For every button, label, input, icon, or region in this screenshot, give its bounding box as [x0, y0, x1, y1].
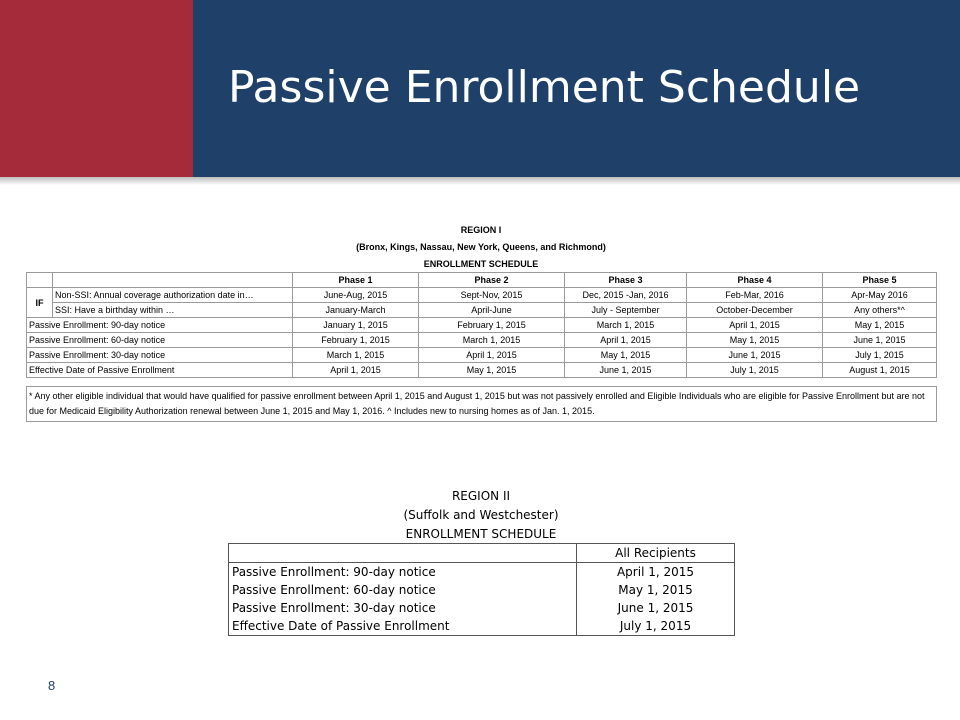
- table-cell: Sept-Nov, 2015: [419, 288, 565, 303]
- table-cell: Any others*^: [823, 303, 937, 318]
- column-header: Phase 2: [419, 273, 565, 288]
- if-label: IF: [27, 288, 53, 318]
- table-cell: June 1, 2015: [577, 599, 735, 617]
- page-number: 8: [48, 678, 56, 693]
- table-row: [27, 288, 937, 303]
- table-cell: April 1, 2015: [687, 318, 823, 333]
- table-cell: March 1, 2015: [293, 348, 419, 363]
- table-row: [27, 333, 937, 348]
- table-cell: July 1, 2015: [687, 363, 823, 378]
- row-label: Non-SSI: Annual coverage authorization date in…: [53, 288, 293, 303]
- table-row: [229, 563, 735, 582]
- table-cell: June 1, 2015: [565, 363, 687, 378]
- region1-footnote: * Any other eligible individual that would have qualified for passive enrollment between April 1, 2015 and August 1, 2015 but was not passively enrolled and Eligible Individuals who are eligible for Passive Enrollment but are not due for Medicaid Eligibility Authorization renewal between June 1, 2015 and May 1, 2016. ^ Includes new to nursing homes as of Jan. 1, 2015.: [27, 387, 937, 422]
- table-cell: Feb-Mar, 2016: [687, 288, 823, 303]
- table-cell: February 1, 2015: [419, 318, 565, 333]
- row-label: Passive Enrollment: 90-day notice: [229, 563, 577, 582]
- region1-schedule-label: ENROLLMENT SCHEDULE: [423, 259, 539, 269]
- table-cell: February 1, 2015: [293, 333, 419, 348]
- table-row: [229, 617, 735, 636]
- region2-subtitle: (Suffolk and Westchester): [403, 508, 559, 522]
- table-cell: October-December: [687, 303, 823, 318]
- table-cell: April 1, 2015: [577, 563, 735, 582]
- table-cell: June-Aug, 2015: [293, 288, 419, 303]
- table-cell: July 1, 2015: [577, 617, 735, 636]
- table-cell: June 1, 2015: [823, 333, 937, 348]
- row-label: Passive Enrollment: 30-day notice: [27, 348, 293, 363]
- region1-title: REGION I: [460, 225, 502, 235]
- table-row: [229, 599, 735, 617]
- row-label: SSI: Have a birthday within …: [53, 303, 293, 318]
- column-header: Phase 1: [293, 273, 419, 288]
- table-cell: May 1, 2015: [419, 363, 565, 378]
- table-cell: April-June: [419, 303, 565, 318]
- table-cell: January 1, 2015: [293, 318, 419, 333]
- row-label: Passive Enrollment: 60-day notice: [27, 333, 293, 348]
- table-cell: July - September: [565, 303, 687, 318]
- header-red-block: [0, 0, 193, 177]
- region1-header-row: [27, 273, 937, 288]
- table-cell: May 1, 2015: [565, 348, 687, 363]
- footnote-row: [27, 387, 937, 422]
- table-cell: March 1, 2015: [565, 318, 687, 333]
- row-label: Passive Enrollment: 60-day notice: [229, 581, 577, 599]
- region2-title: REGION II: [451, 489, 511, 503]
- region2-schedule-table: [228, 543, 735, 636]
- table-row: [27, 318, 937, 333]
- row-label: Effective Date of Passive Enrollment: [229, 617, 577, 636]
- column-header: Phase 5: [823, 273, 937, 288]
- table-cell: April 1, 2015: [419, 348, 565, 363]
- table-cell: July 1, 2015: [823, 348, 937, 363]
- table-cell: May 1, 2015: [823, 318, 937, 333]
- column-header: Phase 4: [687, 273, 823, 288]
- table-row: [27, 303, 937, 318]
- table-cell: April 1, 2015: [293, 363, 419, 378]
- table-cell: May 1, 2015: [687, 333, 823, 348]
- table-cell: January-March: [293, 303, 419, 318]
- column-header: All Recipients: [577, 544, 735, 563]
- region1-subtitle: (Bronx, Kings, Nassau, New York, Queens, and Richmond): [356, 242, 606, 252]
- table-cell: Dec, 2015 -Jan, 2016: [565, 288, 687, 303]
- table-cell: May 1, 2015: [577, 581, 735, 599]
- table-cell: March 1, 2015: [419, 333, 565, 348]
- table-spacer: [27, 378, 937, 387]
- row-label: Passive Enrollment: 90-day notice: [27, 318, 293, 333]
- row-label: Passive Enrollment: 30-day notice: [229, 599, 577, 617]
- table-cell: August 1, 2015: [823, 363, 937, 378]
- table-row: [229, 581, 735, 599]
- table-row: [27, 363, 937, 378]
- table-row: [27, 348, 937, 363]
- region1-schedule-table: [26, 272, 937, 422]
- table-cell: April 1, 2015: [565, 333, 687, 348]
- header-shadow: [0, 177, 960, 185]
- table-cell: Apr-May 2016: [823, 288, 937, 303]
- row-label: Effective Date of Passive Enrollment: [27, 363, 293, 378]
- column-header: Phase 3: [565, 273, 687, 288]
- region2-schedule-label: ENROLLMENT SCHEDULE: [405, 527, 557, 541]
- slide-title: Passive Enrollment Schedule: [228, 62, 861, 113]
- region2-header-row: [229, 544, 735, 563]
- table-cell: June 1, 2015: [687, 348, 823, 363]
